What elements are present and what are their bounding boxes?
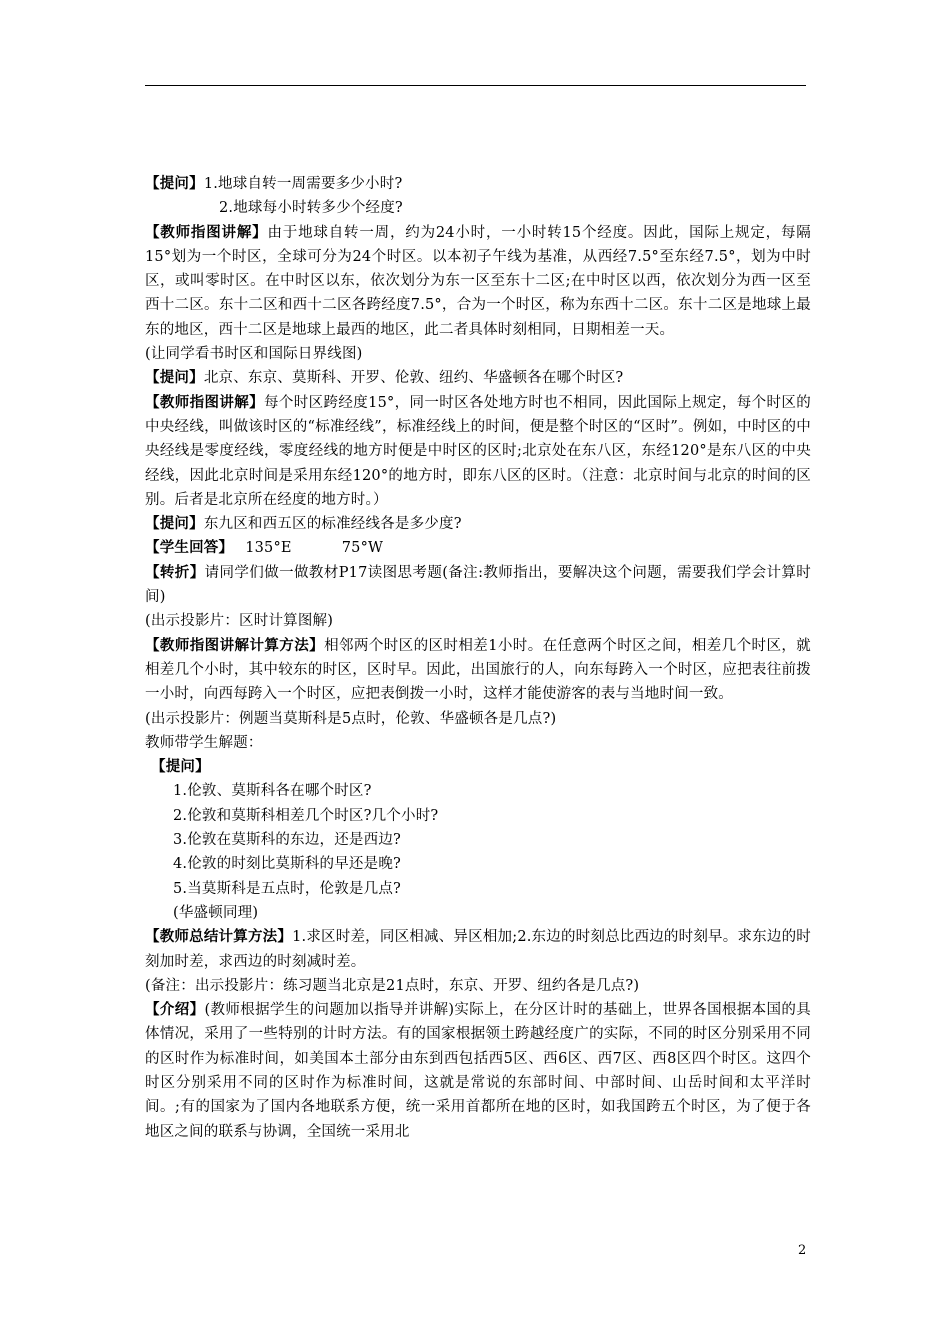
paragraph-label: 【教师指图讲解】	[145, 223, 268, 241]
paragraph-text: 1.求区时差，同区相减、异区相加;2.东边的时刻总比西边的时刻早。求东边的时刻加时差，求西边的时刻减时差。	[145, 929, 811, 970]
paragraph-text: (教师根据学生的问题加以指导并讲解)实际上，在分区计时的基础上，世界各国根据本国的具体情况，采用了一些特别的计时方法。有的国家根据领土跨越经度广的实际，不同的时区分别采用不同的区时作为标准时间，如美国本土部分由东到西包括西5区、西6区、西7区、西8区四个时区。这四个时区分别采用不同的区时作为标准时间，这就是常说的东部时间、中部时间、山岳时间和太平洋时间。;有的国家为了国内各地联系方便，统一采用首都所在地的区时，如我国跨五个时区，为了便于各地区之间的联系与协调，全国统一采用北	[145, 1002, 811, 1140]
paragraph-text: 2.地球每小时转多少个经度?	[219, 200, 403, 217]
paragraph-text: 请同学们做一做教材P17读图思考题(备注:教师指出，要解决这个问题，需要我们学会计算时间)	[145, 564, 811, 606]
paragraph-label: 【学生回答】	[145, 539, 234, 557]
list-item	[145, 779, 811, 803]
paragraph	[145, 901, 811, 925]
paragraph	[145, 221, 811, 342]
paragraph	[145, 536, 811, 560]
paragraph-text: 1.地球自转一周需要多少小时?	[203, 176, 403, 192]
list-item	[145, 852, 811, 876]
paragraph-label: 【提问】	[145, 369, 204, 387]
paragraph-text: 北京、东京、莫斯科、开罗、伦敦、纽约、华盛顿各在哪个时区?	[203, 370, 624, 387]
paragraph-text: 1.伦敦、莫斯科各在哪个时区?	[173, 783, 372, 800]
paragraph-label: 【转折】	[145, 563, 205, 581]
header-rule	[145, 85, 806, 86]
paragraph-text: 2.伦敦和莫斯科相差几个时区?几个小时?	[173, 807, 439, 824]
document-body	[145, 172, 811, 1144]
paragraph-text: (出示投影片：区时计算图解)	[145, 613, 334, 630]
list-item	[145, 828, 811, 852]
answer-east: 135°E	[245, 540, 292, 557]
paragraph-label: 【提问】	[145, 515, 204, 533]
paragraph-text: (出示投影片：例题当莫斯科是5点时，伦敦、华盛顿各是几点?)	[145, 710, 557, 727]
paragraph-text: 教师带学生解题：	[145, 734, 263, 751]
list-item	[145, 877, 811, 901]
paragraph	[145, 512, 811, 536]
paragraph-label: 【教师总结计算方法】	[145, 928, 293, 946]
page-number: 2	[798, 1243, 807, 1258]
paragraph-label: 【提问】	[145, 175, 204, 192]
paragraph	[145, 366, 811, 390]
paragraph	[145, 707, 811, 731]
paragraph	[145, 998, 811, 1144]
paragraph-text: 相邻两个时区的区时相差1小时。在任意两个时区之间，相差几个时区，就相差几个小时，其中较东的时区，区时早。因此，出国旅行的人，向东每跨入一个时区，应把表往前拨一小时，向西每跨入一个时区，应把表倒拨一小时，这样才能使游客的表与当地时间一致。	[145, 637, 811, 703]
paragraph-text: 每个时区跨经度15°，同一时区各处地方时也不相同，因此国际上规定，每个时区的中央经线，叫做该时区的“标准经线”，标准经线上的时间，便是整个时区的“区时”。例如，中时区的中央经线是零度经线，零度经线的地方时便是中时区的区时;北京处在东八区，东经120°是东八区的中央经线，因此北京时间是采用东经120°的地方时，即东八区的区时。（注意：北京时间与北京的时间的区别。后者是北京所在经度的地方时。）	[145, 394, 811, 508]
paragraph-label: 【教师指图讲解】	[145, 393, 265, 411]
answer-west: 75°W	[341, 540, 384, 557]
paragraph	[145, 634, 811, 707]
paragraph-label: 【教师指图讲解计算方法】	[145, 636, 325, 654]
paragraph	[145, 609, 811, 633]
paragraph-text: (华盛顿同理)	[173, 904, 259, 921]
paragraph-label: 【提问】	[151, 758, 210, 776]
paragraph-text: 由于地球自转一周，约为24小时，一小时转15个经度。因此，国际上规定，每隔15°划为一个时区，全球可分为24个时区。以本初子午线为基准，从西经7.5°至东经7.5°，划为中时区，或叫零时区。在中时区以东，依次划分为东一区至东十二区;在中时区以西，依次划分为西一区至西十二区。东十二区和西十二区各跨经度7.5°，合为一个时区，称为东西十二区。东十二区是地球上最东的地区，西十二区是地球上最西的地区，此二者具体时刻相同，日期相差一天。	[145, 224, 811, 338]
paragraph	[145, 561, 811, 610]
paragraph	[145, 731, 811, 755]
paragraph-text: 5.当莫斯科是五点时，伦敦是几点?	[173, 880, 402, 897]
paragraph-text: 4.伦敦的时刻比莫斯科的早还是晚?	[173, 856, 402, 873]
paragraph	[145, 342, 811, 366]
paragraph-text: (让同学看书时区和国际日界线图)	[145, 346, 363, 363]
paragraph	[145, 172, 811, 196]
paragraph	[145, 755, 811, 779]
paragraph	[145, 974, 811, 998]
paragraph-text: (备注：出示投影片：练习题当北京是21点时，东京、开罗、纽约各是几点?)	[145, 977, 640, 994]
paragraph-text: 东九区和西五区的标准经线各是多少度?	[203, 516, 462, 533]
paragraph	[145, 196, 811, 220]
list-item	[145, 804, 811, 828]
paragraph-label: 【介绍】	[145, 1001, 205, 1019]
paragraph-text: 3.伦敦在莫斯科的东边，还是西边?	[173, 832, 402, 849]
paragraph	[145, 391, 811, 512]
paragraph	[145, 925, 811, 974]
